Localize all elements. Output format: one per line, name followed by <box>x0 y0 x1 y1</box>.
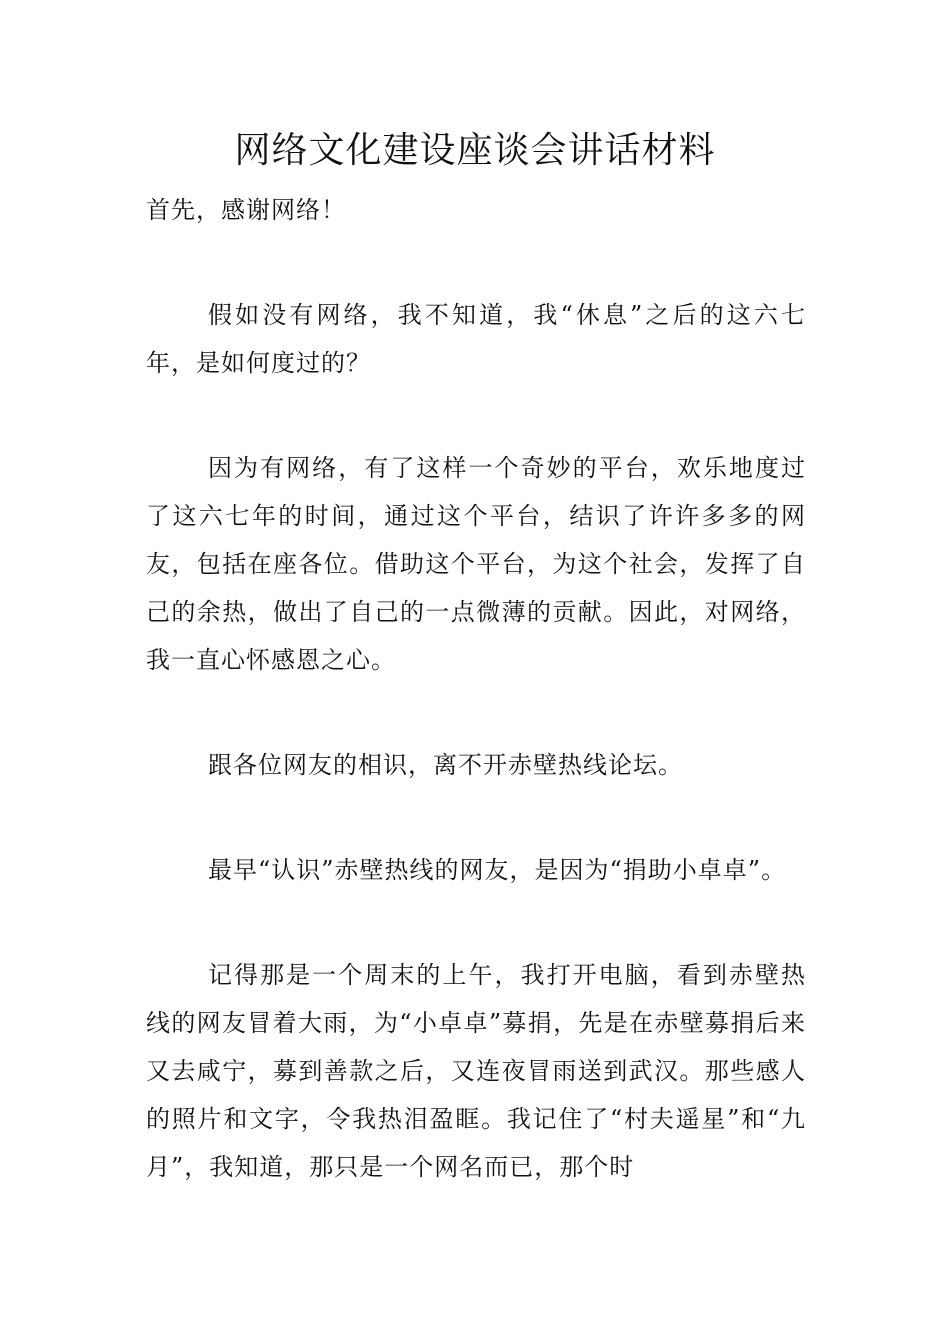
paragraph-without-network: 假如没有网络，我不知道，我“休息”之后的这六七年，是如何度过的？ <box>146 301 806 377</box>
paragraph-memory: 记得那是一个周末的上午，我打开电脑，看到赤壁热线的网友冒着大雨，为“小卓卓”募捐，先是在赤壁募捐后来又去咸宁，募到善款之后，又连夜冒雨送到武汉。那些感人的照片和文字，令我热泪盈眶。我记住了“村夫遥星”和“九月”，我知道，那只是一个网名而已，那个时 <box>146 961 806 1181</box>
paragraph-spacer <box>146 234 806 291</box>
paragraph-spacer <box>146 789 806 846</box>
paragraph-greeting: 首先，感谢网络！ <box>146 196 346 224</box>
paragraph-spacer <box>146 387 806 444</box>
paragraph-forum: 跟各位网友的相识，离不开赤壁热线论坛。 <box>208 751 683 779</box>
paragraph-spacer <box>146 894 806 951</box>
document-title: 网络文化建设座谈会讲话材料 <box>234 130 716 171</box>
paragraph-first-acquaintance: 最早“认识”赤壁热线的网友，是因为“捐助小卓卓”。 <box>208 856 787 884</box>
paragraph-platform: 因为有网络，有了这样一个奇妙的平台，欢乐地度过了这六七年的时间，通过这个平台，结识了许许多多的网友，包括在座各位。借助这个平台，为这个社会，发挥了自己的余热，做出了自己的一点微薄的贡献。因此，对网络，我一直心怀感恩之心。 <box>146 454 806 674</box>
paragraph-spacer <box>146 684 806 741</box>
document-body <box>146 186 806 1191</box>
